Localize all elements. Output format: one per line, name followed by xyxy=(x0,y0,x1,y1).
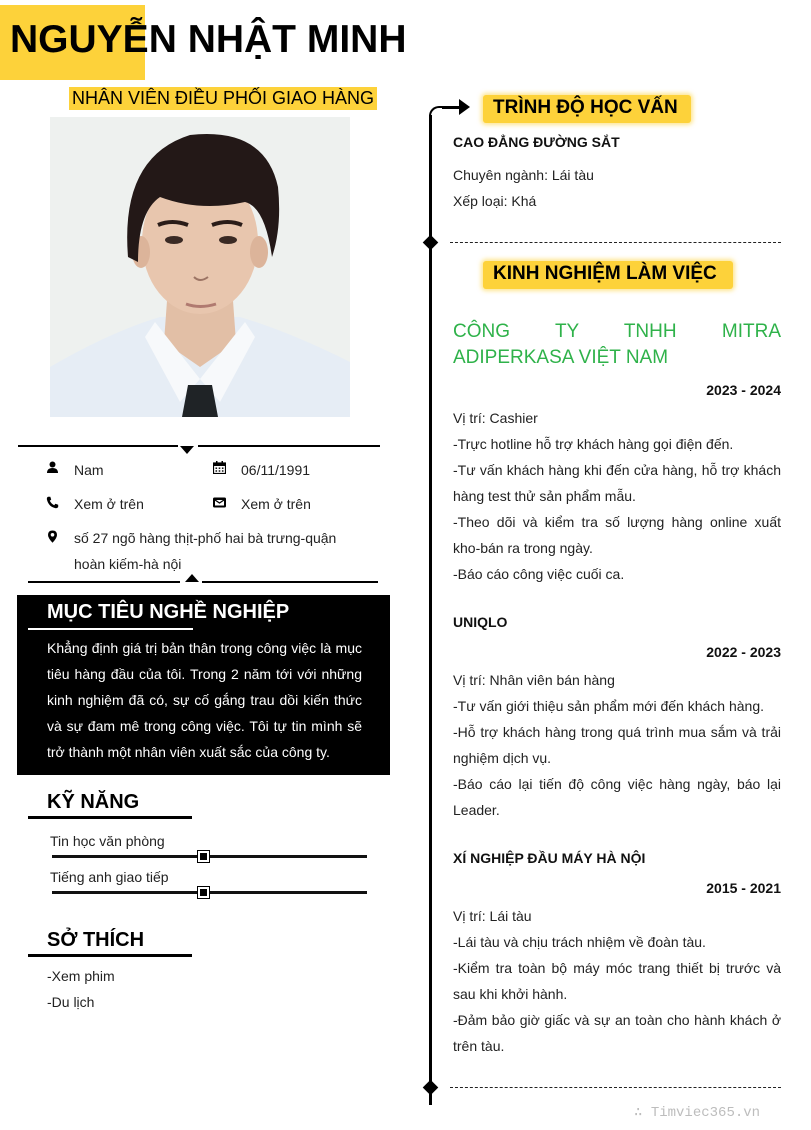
timeline-diamond-icon xyxy=(423,1080,439,1096)
phone-icon xyxy=(46,496,60,510)
skill-bar xyxy=(52,855,367,858)
birthday-value: 06/11/1991 xyxy=(241,462,311,478)
experience-title: KINH NGHIỆM LÀM VIỆC xyxy=(493,263,717,284)
job-duty: -Báo cáo công việc cuối ca. xyxy=(453,566,625,582)
job-period: 2023 - 2024 xyxy=(706,382,781,398)
job-duty: -Hỗ trợ khách hàng trong quá trình mua sắm và trải nghiệm dịch vụ. xyxy=(453,724,781,766)
timeline-line xyxy=(429,115,432,1105)
profile-photo xyxy=(50,117,350,417)
section-dashed-divider xyxy=(450,1087,781,1088)
candidate-name: NGUYỄN NHẬT MINH xyxy=(10,18,407,61)
portrait-illustration xyxy=(50,117,350,417)
calendar-icon xyxy=(213,461,227,475)
envelope-icon xyxy=(213,496,227,510)
phone-value: Xem ở trên xyxy=(74,496,144,512)
job-period: 2015 - 2021 xyxy=(706,880,781,896)
job-company: XÍ NGHIỆP ĐẦU MÁY HÀ NỘI xyxy=(453,850,646,866)
address-line-1: số 27 ngõ hàng thịt-phố hai bà trưng-quận xyxy=(74,530,337,546)
job-duty: -Lái tàu và chịu trách nhiệm về đoàn tàu. xyxy=(453,934,706,950)
email-value: Xem ở trên xyxy=(241,496,311,512)
hobby-item: -Xem phim xyxy=(47,968,115,984)
section-dashed-divider xyxy=(450,242,781,243)
job-position: Vị trí: Nhân viên bán hàng xyxy=(453,672,615,688)
map-marker-icon xyxy=(46,530,60,544)
skill-level-handle xyxy=(198,887,209,898)
job-duty: -Kiểm tra toàn bộ máy móc trang thiết bị trước và sau khi khởi hành. xyxy=(453,960,781,1002)
job-duty: -Trực hotline hỗ trợ khách hàng gọi điện đến. xyxy=(453,436,734,452)
education-school: CAO ĐẲNG ĐƯỜNG SẮT xyxy=(453,134,620,150)
job-duty: -Tư vấn khách hàng khi đến cửa hàng, hỗ trợ khách hàng test thử sản phẩm mẫu. xyxy=(453,462,781,504)
job-duty: -Đảm bảo giờ giấc và sự an toàn cho hành khách ở trên tàu. xyxy=(453,1012,781,1054)
job-position: Vị trí: Cashier xyxy=(453,410,538,426)
info-top-divider-right xyxy=(198,445,380,447)
job-position: Vị trí: Lái tàu xyxy=(453,908,532,924)
watermark: ∴ Timviec365.vn xyxy=(634,1105,761,1121)
career-objective-section xyxy=(17,595,390,775)
education-grade: Xếp loại: Khá xyxy=(453,193,537,209)
skill-bar xyxy=(52,891,367,894)
address-line-2: hoàn kiếm-hà nội xyxy=(74,556,182,572)
divider-up-arrow xyxy=(185,574,199,582)
job-duty: -Theo dõi và kiểm tra số lượng hàng online xuất kho-bán ra trong ngày. xyxy=(453,514,781,556)
user-icon xyxy=(46,461,60,475)
job-company: CÔNG TY TNHH MITRA ADIPERKASA VIỆT NAM xyxy=(453,321,781,368)
gender-value: Nam xyxy=(74,462,104,478)
job-duty: -Tư vấn giới thiệu sản phẩm mới đến khách hàng. xyxy=(453,698,765,714)
info-bottom-divider-right xyxy=(202,581,378,583)
hobbies-title: SỞ THÍCH xyxy=(47,929,145,951)
skill-level-handle xyxy=(198,851,209,862)
job-company: UNIQLO xyxy=(453,614,508,630)
education-title: TRÌNH ĐỘ HỌC VẤN xyxy=(493,97,678,118)
job-period: 2022 - 2023 xyxy=(706,644,781,660)
hobby-item: -Du lịch xyxy=(47,994,95,1010)
skill-label: Tiếng anh giao tiếp xyxy=(50,869,169,885)
skill-label: Tin học văn phòng xyxy=(50,833,165,849)
skills-title: KỸ NĂNG xyxy=(47,791,140,813)
timeline-arrow-icon xyxy=(459,99,470,115)
job-title: NHÂN VIÊN ĐIỀU PHỐI GIAO HÀNG xyxy=(69,87,377,110)
info-top-divider-left xyxy=(18,445,178,447)
divider-down-arrow xyxy=(180,446,194,454)
career-objective-text: Khẳng định giá trị bản thân trong công việc là mục tiêu hàng đầu của tôi. Trong 2 năm tới với những kinh nghiệm đã có, sự cố gắng trau dồi kiến thức và sự đam mê trong công việc. Tôi tự tin mình sẽ trở thành một nhân viên xuất sắc của công ty. xyxy=(47,640,362,760)
info-bottom-divider-left xyxy=(28,581,180,583)
skills-underline xyxy=(28,816,192,819)
job-duty: -Báo cáo lại tiến độ công việc hàng ngày, báo lại Leader. xyxy=(453,776,781,818)
timeline-diamond-icon xyxy=(423,235,439,251)
hobbies-underline xyxy=(28,954,192,957)
career-objective-title: MỤC TIÊU NGHỀ NGHIỆP xyxy=(47,601,290,623)
career-objective-underline xyxy=(28,628,193,630)
education-major: Chuyên ngành: Lái tàu xyxy=(453,167,594,183)
